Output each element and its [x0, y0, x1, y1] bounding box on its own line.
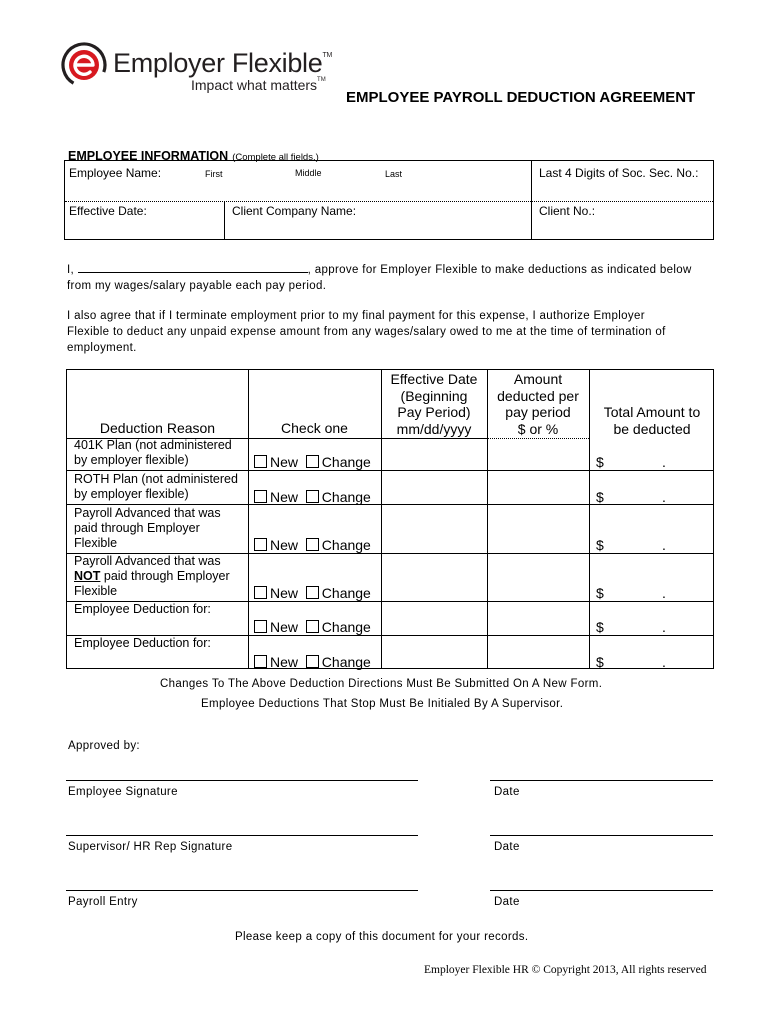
employee-signature-label: Employee Signature — [68, 786, 178, 798]
new-checkbox[interactable] — [254, 620, 267, 633]
keep-copy-note: Please keep a copy of this document for your records. — [235, 931, 529, 943]
check-row-401k: New Change — [254, 454, 371, 470]
logo-tagline: Impact what matters™ — [191, 77, 326, 93]
note-new-form: Changes To The Above Deduction Directions Must Be Submitted On A New Form. — [160, 678, 603, 690]
change-checkbox[interactable] — [306, 620, 319, 633]
decimal-point: . — [662, 619, 666, 635]
change-checkbox[interactable] — [306, 538, 319, 551]
client-no-label: Client No.: — [539, 204, 596, 218]
supervisor-date-line[interactable] — [490, 835, 713, 836]
change-checkbox[interactable] — [306, 490, 319, 503]
middle-name-label: Middle — [295, 168, 322, 178]
check-row-payroll-advanced-paid: New Change — [254, 537, 371, 553]
header-check-one: Check one — [281, 420, 348, 436]
new-checkbox[interactable] — [254, 490, 267, 503]
decimal-point: . — [662, 489, 666, 505]
first-name-label: First — [205, 169, 223, 179]
payroll-entry-label: Payroll Entry — [68, 896, 138, 908]
header-deduction-reason: Deduction Reason — [99, 420, 216, 436]
supervisor-date-label: Date — [494, 841, 520, 853]
deduction-reason-employee-deduction-1: Employee Deduction for: — [74, 602, 211, 616]
document-title: EMPLOYEE PAYROLL DEDUCTION AGREEMENT — [346, 89, 696, 106]
employee-name-blank[interactable] — [78, 262, 308, 273]
payroll-entry-line[interactable] — [66, 890, 418, 891]
dollar-sign: $ — [596, 654, 604, 670]
employee-info-table — [64, 160, 714, 240]
effective-date-label: Effective Date: — [69, 204, 147, 218]
change-checkbox[interactable] — [306, 455, 319, 468]
header-amount: Amount deducted per pay period $ or % — [497, 371, 579, 437]
check-row-payroll-advanced-not-paid: New Change — [254, 585, 371, 601]
employee-date-label: Date — [494, 786, 520, 798]
new-checkbox[interactable] — [254, 455, 267, 468]
deduction-reason-401k: 401K Plan (not administered by employer flexible) — [74, 438, 232, 467]
change-checkbox[interactable] — [306, 586, 319, 599]
new-checkbox[interactable] — [254, 655, 267, 668]
last-name-label: Last — [385, 169, 403, 179]
agreement-paragraph-2: I also agree that if I terminate employment prior to my final payment for this expense, I authorize Employer Flexible to deduct any unpaid expense amount from any wages/salary owed to me at the time of termination of employment. — [67, 310, 666, 354]
decimal-point: . — [662, 537, 666, 553]
dollar-sign: $ — [596, 619, 604, 635]
note-supervisor-initial: Employee Deductions That Stop Must Be Initialed By A Supervisor. — [201, 698, 564, 710]
check-row-employee-deduction-1: New Change — [254, 619, 371, 635]
check-row-employee-deduction-2: New Change — [254, 654, 371, 670]
new-checkbox[interactable] — [254, 586, 267, 599]
employee-name-label: Employee Name: — [69, 166, 162, 180]
decimal-point: . — [662, 654, 666, 670]
client-company-label: Client Company Name: — [232, 204, 357, 218]
dollar-sign: $ — [596, 585, 604, 601]
deduction-reason-payroll-advanced-not-paid: Payroll Advanced that was NOT paid through Employer Flexible — [74, 554, 230, 598]
employee-date-line[interactable] — [490, 780, 713, 781]
copyright: Employer Flexible HR © Copyright 2013, All rights reserved — [424, 964, 707, 976]
payroll-date-line[interactable] — [490, 890, 713, 891]
dollar-sign: $ — [596, 489, 604, 505]
decimal-point: . — [662, 454, 666, 470]
deduction-table — [66, 369, 714, 669]
deduction-reason-payroll-advanced-paid: Payroll Advanced that was paid through Employer Flexible — [74, 506, 221, 550]
change-checkbox[interactable] — [306, 655, 319, 668]
header-total-amount: Total Amount to be deducted — [603, 404, 701, 437]
new-checkbox[interactable] — [254, 538, 267, 551]
supervisor-signature-line[interactable] — [66, 835, 418, 836]
employer-flexible-logo-icon — [61, 42, 107, 88]
deduction-reason-employee-deduction-2: Employee Deduction for: — [74, 636, 211, 650]
header-effective-date: Effective Date (Beginning Pay Period) mm/dd/yyyy — [390, 371, 478, 437]
ssn-label: Last 4 Digits of Soc. Sec. No.: — [539, 166, 699, 180]
dollar-sign: $ — [596, 454, 604, 470]
agreement-paragraph-1: I, , approve for Employer Flexible to make deductions as indicated below from my wages/salary payable each pay period. — [67, 264, 692, 292]
employee-info-heading: EMPLOYEE INFORMATION (Complete all fields.) — [68, 149, 319, 163]
deduction-reason-roth: ROTH Plan (not administered by employer flexible) — [74, 472, 238, 501]
decimal-point: . — [662, 585, 666, 601]
logo-name: Employer Flexible™ — [113, 48, 332, 78]
supervisor-signature-label: Supervisor/ HR Rep Signature — [68, 841, 233, 853]
payroll-date-label: Date — [494, 896, 520, 908]
approved-by-label: Approved by: — [68, 740, 140, 752]
check-row-roth: New Change — [254, 489, 371, 505]
dollar-sign: $ — [596, 537, 604, 553]
employee-signature-line[interactable] — [66, 780, 418, 781]
